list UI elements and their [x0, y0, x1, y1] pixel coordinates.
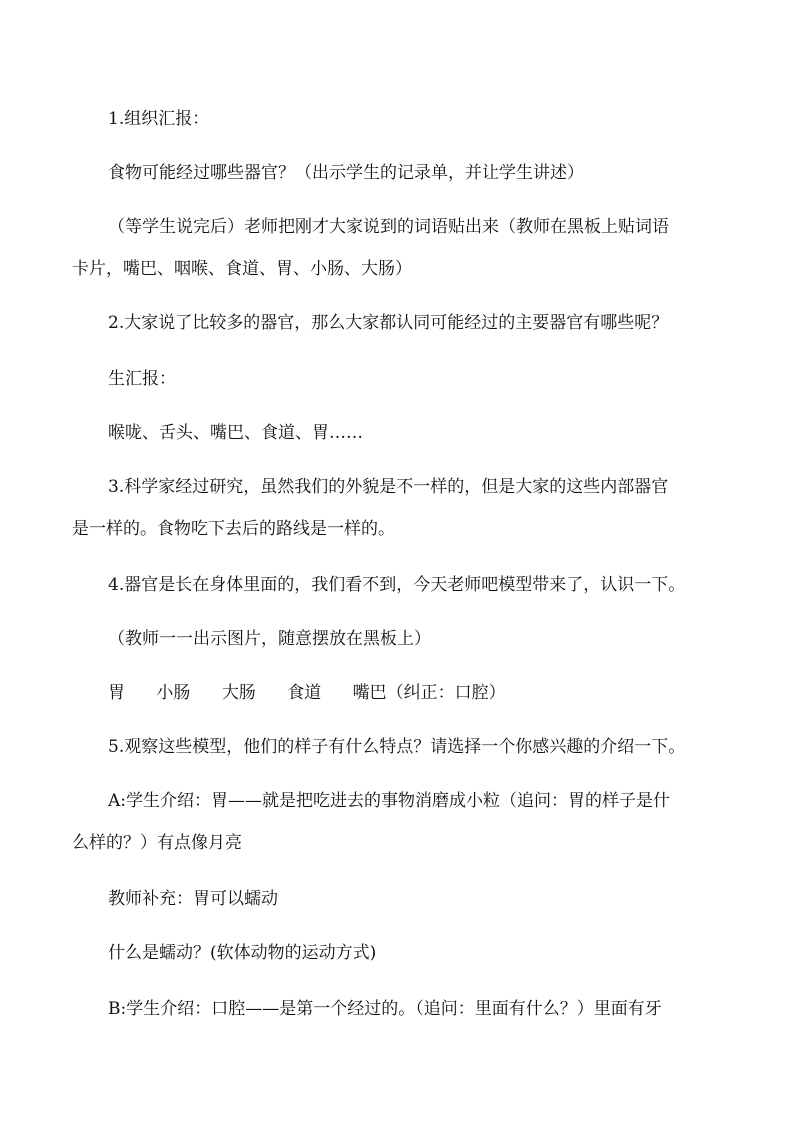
organ-item: 嘴巴（纠正：口腔）	[352, 683, 506, 703]
organ-item: 小肠	[156, 683, 191, 703]
paragraph-12-line-1: A:学生介绍：胃——就是把吃进去的事物消磨成小粒（追问：胃的样子是什	[108, 791, 671, 811]
organ-item: 食道	[287, 683, 322, 703]
paragraph-8: 4.器官是长在身体里面的，我们看不到，今天老师吧模型带来了，认识一下。	[108, 575, 686, 595]
paragraph-6: 喉咙、舌头、嘴巴、食道、胃……	[108, 423, 363, 443]
paragraph-1: 1.组织汇报：	[108, 109, 210, 129]
organ-item: 胃	[108, 683, 125, 703]
organ-item: 大肠	[221, 683, 256, 703]
paragraph-3-line-1: （等学生说完后）老师把刚才大家说到的词语贴出来（教师在黑板上贴词语	[108, 217, 669, 237]
paragraph-12-line-2: 么样的？）有点像月亮	[72, 833, 242, 853]
paragraph-9: （教师一一出示图片，随意摆放在黑板上）	[108, 629, 431, 649]
paragraph-2: 食物可能经过哪些器官？（出示学生的记录单，并让学生讲述）	[108, 163, 584, 183]
organ-list	[108, 682, 732, 704]
paragraph-5: 生汇报：	[108, 369, 176, 389]
paragraph-15: B:学生介绍：口腔——是第一个经过的。（追问：里面有什么？）里面有牙	[108, 999, 662, 1019]
paragraph-3-line-2: 卡片，嘴巴、咽喉、食道、胃、小肠、大肠）	[72, 259, 412, 279]
paragraph-14: 什么是蠕动？(软体动物的运动方式)	[108, 943, 377, 963]
paragraph-7-line-1: 3.科学家经过研究，虽然我们的外貌是不一样的，但是大家的这些内部器官	[108, 477, 669, 497]
paragraph-7-line-2: 是一样的。食物吃下去后的路线是一样的。	[72, 519, 395, 539]
paragraph-11: 5.观察这些模型，他们的样子有什么特点？请选择一个你感兴趣的介绍一下。	[108, 737, 686, 757]
paragraph-13: 教师补充：胃可以蠕动	[108, 889, 278, 909]
paragraph-4: 2.大家说了比较多的器官，那么大家都认同可能经过的主要器官有哪些呢？	[108, 313, 669, 333]
